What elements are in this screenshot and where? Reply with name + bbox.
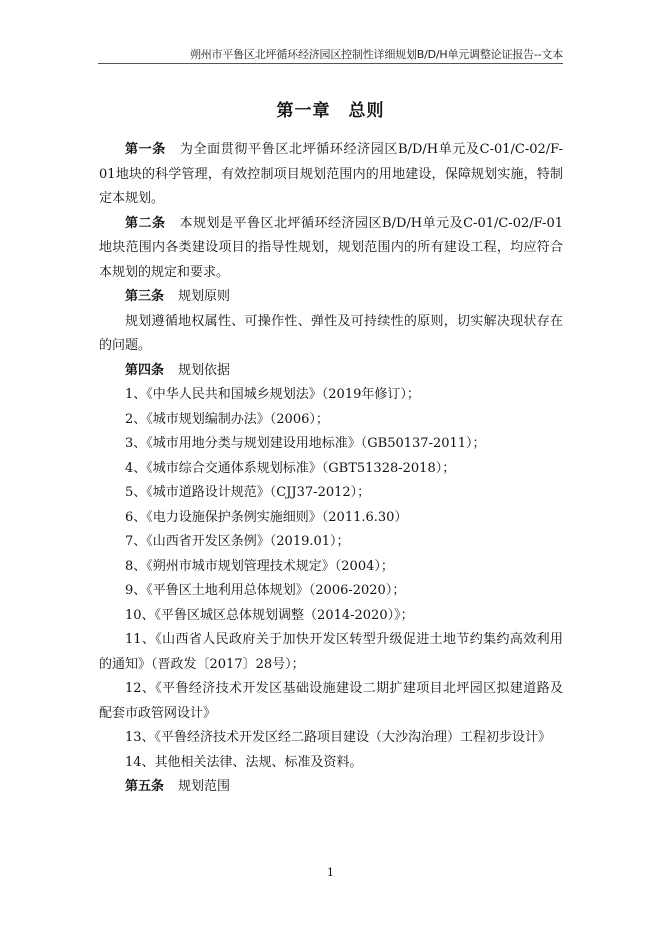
list-item: 4、《城市综合交通体系规划标准》（GBT51328-2018）； (125, 460, 456, 476)
article-title: 规划依据 (178, 362, 231, 378)
article-heading: 第一条 (125, 142, 166, 157)
list-item: 7、《山西省开发区条例》（2019.01）； (125, 534, 350, 549)
article-5-heading (99, 775, 563, 800)
document-body (99, 138, 563, 800)
article-1 (99, 138, 563, 212)
article-4-heading (99, 359, 563, 384)
chapter-title (0, 96, 661, 121)
list-item: 12、《平鲁经济技术开发区基础设施建设二期扩建项目北坪园区拟建道路及配套市政管网设计》 (99, 681, 563, 721)
list-item: 13、《平鲁经济技术开发区经二路项目建设（大沙沟治理）工程初步设计》 (125, 730, 552, 745)
article-heading: 第二条 (125, 215, 166, 231)
article-title: 规划原则 (178, 289, 231, 304)
article-2 (99, 212, 563, 286)
chapter-number: 第一章 (276, 101, 331, 121)
list-item: 10、《平鲁区城区总体规划调整（2014-2020）》； (125, 607, 414, 623)
article-title: 规划范围 (178, 779, 231, 794)
list-item: 9、《平鲁区土地利用总体规划》（2006-2020）； (125, 583, 406, 598)
article-heading: 第五条 (125, 779, 165, 794)
list-item: 11、《山西省人民政府关于加快开发区转型升级促进土地节约集约高效利用的通知》（晋政发〔2017〕28号）； (99, 632, 563, 672)
article-body: 本规划是平鲁区北坪循环经济园区B/D/H单元及C-01/C-02/F-01地块范围内各类建设项目的指导性规划，规划范围内的所有建设工程，均应符合本规划的规定和要求。 (99, 215, 563, 280)
article-body: 为全面贯彻平鲁区北坪循环经济园区B/D/H单元及C-01/C-02/F-01地块的科学管理，有效控制项目规划范围内的用地建设，保障规划实施，特制定本规划。 (99, 142, 563, 206)
list-item: 6、《电力设施保护条例实施细则》（2011.6.30） (125, 509, 408, 525)
list-item: 8、《朔州市城市规划管理技术规定》（2004）； (125, 558, 394, 574)
header-divider (98, 63, 563, 64)
list-item: 5、《城市道路设计规范》（CJJ37-2012）； (125, 485, 371, 500)
article-3-heading (99, 285, 563, 310)
list-item: 14、其他相关法律、法规、标准及资料。 (125, 754, 363, 770)
article-heading: 第四条 (125, 362, 165, 378)
article-3-body: 规划遵循地权属性、可操作性、弹性及可持续性的原则，切实解决现状存在的问题。 (99, 313, 563, 353)
list-item: 1、《中华人民共和国城乡规划法》（2019年修订）； (125, 387, 420, 402)
article-heading: 第三条 (125, 289, 165, 304)
list-item: 2、《城市规划编制办法》（2006）； (125, 411, 329, 427)
list-item: 3、《城市用地分类与规划建设用地标准》（GB50137-2011）； (125, 436, 486, 451)
chapter-name: 总则 (348, 101, 385, 121)
running-header: 朔州市平鲁区北坪循环经济园区控制性详细规划B/D/H单元调整论证报告--文本 (189, 48, 563, 61)
page-number: 1 (327, 866, 334, 879)
